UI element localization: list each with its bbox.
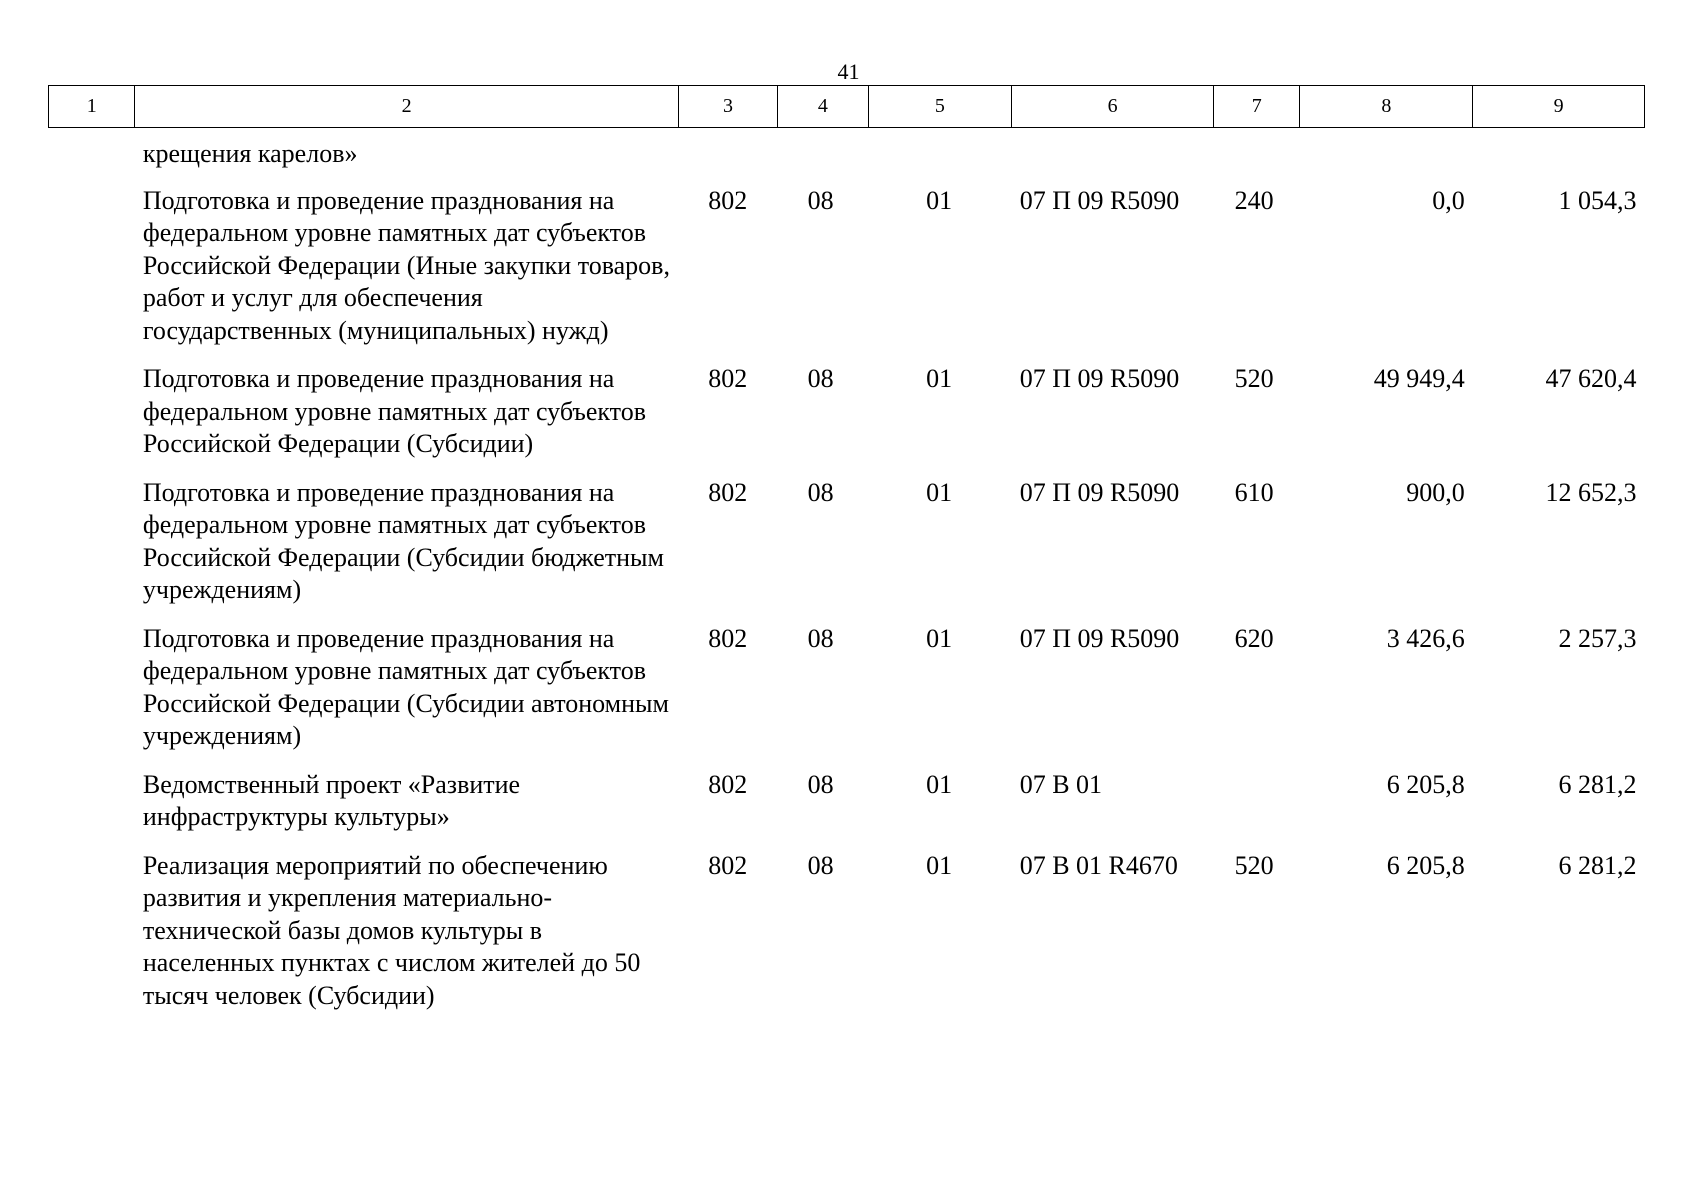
target-article-code: 07 В 01 <box>1019 769 1103 799</box>
table-row <box>49 477 1645 623</box>
section-code: 08 <box>807 769 834 799</box>
page-number: 41 <box>837 59 860 84</box>
amount-year-2: 6 281,2 <box>1558 850 1637 880</box>
row-index-cell <box>49 850 135 1029</box>
target-article-code: 07 П 09 R5090 <box>1019 364 1180 393</box>
continuation-text: крещения карелов» <box>142 139 358 168</box>
subsection-code: 01 <box>926 185 953 215</box>
admin-code: 802 <box>708 185 748 215</box>
expense-type-code: 620 <box>1234 623 1274 653</box>
column-header: 7 <box>1214 86 1300 128</box>
section-code: 08 <box>807 477 834 507</box>
subsection-code: 01 <box>926 477 953 507</box>
expense-type-code: 240 <box>1234 185 1274 215</box>
table-row <box>49 623 1645 769</box>
expense-name: Ведомственный проект «Развитие инфраструктуры культуры» <box>142 769 521 831</box>
table-row <box>49 363 1645 477</box>
expense-type-code: 520 <box>1234 364 1274 393</box>
expense-type-code: 610 <box>1234 477 1274 507</box>
amount-year-1: 900,0 <box>1406 477 1465 507</box>
column-number-header-row <box>49 86 1645 128</box>
expense-type-code <box>1214 769 1300 850</box>
subsection-code: 01 <box>926 623 953 653</box>
amount-year-1: 6 205,8 <box>1386 769 1465 799</box>
column-header: 6 <box>1012 86 1214 128</box>
column-header: 9 <box>1473 86 1645 128</box>
column-header: 4 <box>778 86 868 128</box>
expense-name: Подготовка и проведение празднования на федеральном уровне памятных дат субъектов Российской Федерации (Субсидии бюджетным учреждениям) <box>142 477 664 604</box>
expense-name: Подготовка и проведение празднования на федеральном уровне памятных дат субъектов Российской Федерации (Иные закупки товаров, работ и услуг для обеспечения государственных (муниципальных) нужд) <box>142 185 670 345</box>
column-header: 8 <box>1300 86 1473 128</box>
section-code: 08 <box>807 850 834 880</box>
expense-type-code: 520 <box>1234 850 1274 880</box>
target-article-code: 07 В 01 R4670 <box>1019 850 1178 880</box>
subsection-code: 01 <box>926 769 953 799</box>
row-index-cell <box>49 363 135 477</box>
amount-year-1: 49 949,4 <box>1373 364 1465 393</box>
table-row <box>49 185 1645 364</box>
target-article-code: 07 П 09 R5090 <box>1019 623 1180 653</box>
amount-year-2: 1 054,3 <box>1558 185 1637 215</box>
table-row <box>49 769 1645 850</box>
row-index-cell <box>49 477 135 623</box>
target-article-code: 07 П 09 R5090 <box>1019 477 1180 507</box>
amount-year-2: 47 620,4 <box>1545 364 1637 393</box>
row-index-cell <box>49 185 135 364</box>
row-index-cell <box>49 128 135 185</box>
amount-year-2: 6 281,2 <box>1558 769 1637 799</box>
column-header: 5 <box>868 86 1012 128</box>
admin-code: 802 <box>708 623 748 653</box>
subsection-code: 01 <box>926 364 953 393</box>
row-index-cell <box>49 623 135 769</box>
section-code: 08 <box>807 623 834 653</box>
admin-code: 802 <box>708 364 748 393</box>
admin-code: 802 <box>708 477 748 507</box>
expense-name: Подготовка и проведение празднования на федеральном уровне памятных дат субъектов Российской Федерации (Субсидии) <box>142 364 646 458</box>
column-header: 1 <box>49 86 135 128</box>
admin-code: 802 <box>708 769 748 799</box>
column-header: 2 <box>135 86 678 128</box>
amount-year-1: 6 205,8 <box>1386 850 1465 880</box>
amount-year-2: 12 652,3 <box>1545 477 1637 507</box>
expense-name: Реализация мероприятий по обеспечению развития и укрепления материально-технической базы домов культуры в населенных пунктах с числом жителей до 50 тысяч человек (Субсидии) <box>142 850 641 1010</box>
table-row <box>49 850 1645 1029</box>
section-code: 08 <box>807 185 834 215</box>
expense-name: Подготовка и проведение празднования на федеральном уровне памятных дат субъектов Российской Федерации (Субсидии автономным учреждениям) <box>142 623 669 750</box>
row-index-cell <box>49 769 135 850</box>
subsection-code: 01 <box>926 850 953 880</box>
amount-year-2: 2 257,3 <box>1558 623 1637 653</box>
amount-year-1: 3 426,6 <box>1386 623 1465 653</box>
budget-table <box>48 85 1645 1028</box>
column-header: 3 <box>678 86 777 128</box>
amount-year-1: 0,0 <box>1432 185 1465 215</box>
admin-code: 802 <box>708 850 748 880</box>
section-code: 08 <box>807 364 834 393</box>
continuation-row <box>49 128 1645 185</box>
target-article-code: 07 П 09 R5090 <box>1019 185 1180 215</box>
